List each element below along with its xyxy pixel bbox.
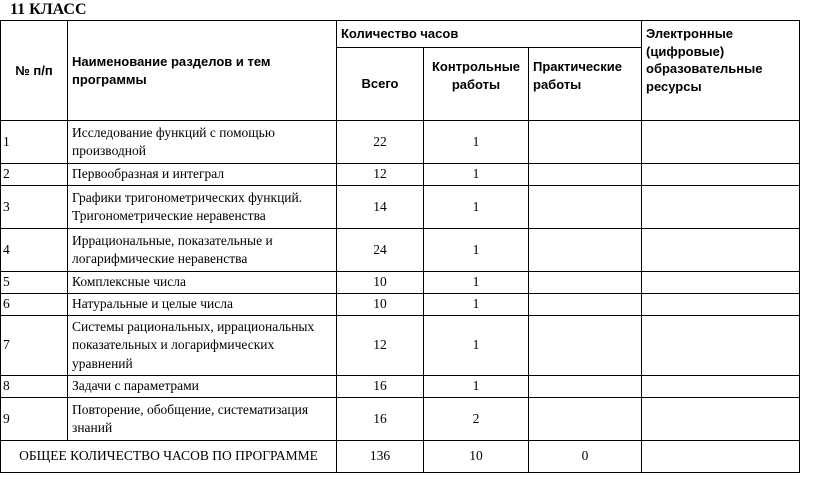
totals-practical-cell: 0 bbox=[529, 441, 642, 473]
table-row bbox=[1, 164, 800, 186]
row-control-cell: 1 bbox=[424, 376, 529, 398]
header-hours: Количество часов bbox=[337, 21, 642, 48]
row-total-cell: 14 bbox=[337, 186, 424, 229]
row-practical-cell bbox=[529, 272, 642, 294]
row-resources-cell bbox=[642, 272, 800, 294]
row-num-cell: 5 bbox=[1, 272, 68, 294]
row-num-cell: 8 bbox=[1, 376, 68, 398]
table-row bbox=[1, 121, 800, 164]
totals-control-cell: 10 bbox=[424, 441, 529, 473]
row-practical-cell bbox=[529, 186, 642, 229]
row-name-cell: Графики тригонометрических функций. Тригонометрические неравенства bbox=[68, 186, 337, 229]
totals-total-cell: 136 bbox=[337, 441, 424, 473]
header-num: № п/п bbox=[1, 21, 68, 121]
row-practical-cell bbox=[529, 121, 642, 164]
row-num-cell: 1 bbox=[1, 121, 68, 164]
row-total-cell: 12 bbox=[337, 164, 424, 186]
row-resources-cell bbox=[642, 294, 800, 316]
row-control-cell: 1 bbox=[424, 229, 529, 272]
row-total-cell: 16 bbox=[337, 376, 424, 398]
row-resources-cell bbox=[642, 186, 800, 229]
row-name-cell: Иррациональные, показательные и логарифмические неравенства bbox=[68, 229, 337, 272]
row-resources-cell bbox=[642, 121, 800, 164]
row-control-cell: 1 bbox=[424, 294, 529, 316]
row-name-cell: Задачи с параметрами bbox=[68, 376, 337, 398]
row-name-cell: Натуральные и целые числа bbox=[68, 294, 337, 316]
header-name: Наименование разделов и тем программы bbox=[68, 21, 337, 121]
row-resources-cell bbox=[642, 376, 800, 398]
header-resources: Электронные (цифровые) образовательные ресурсы bbox=[642, 21, 800, 121]
row-control-cell: 1 bbox=[424, 186, 529, 229]
row-num-cell: 9 bbox=[1, 398, 68, 441]
row-total-cell: 24 bbox=[337, 229, 424, 272]
table-row bbox=[1, 229, 800, 272]
row-resources-cell bbox=[642, 398, 800, 441]
row-practical-cell bbox=[529, 294, 642, 316]
header-practical: Практические работы bbox=[529, 48, 642, 121]
row-control-cell: 1 bbox=[424, 316, 529, 376]
row-name-cell: Повторение, обобщение, систематизация знаний bbox=[68, 398, 337, 441]
row-num-cell: 4 bbox=[1, 229, 68, 272]
table-row bbox=[1, 316, 800, 376]
row-control-cell: 1 bbox=[424, 272, 529, 294]
row-total-cell: 16 bbox=[337, 398, 424, 441]
row-control-cell: 1 bbox=[424, 121, 529, 164]
row-num-cell: 6 bbox=[1, 294, 68, 316]
row-num-cell: 2 bbox=[1, 164, 68, 186]
row-practical-cell bbox=[529, 229, 642, 272]
row-num-cell: 7 bbox=[1, 316, 68, 376]
row-name-cell: Системы рациональных, иррациональных показательных и логарифмических уравнений bbox=[68, 316, 337, 376]
row-num-cell: 3 bbox=[1, 186, 68, 229]
row-control-cell: 2 bbox=[424, 398, 529, 441]
row-control-cell: 1 bbox=[424, 164, 529, 186]
totals-label: ОБЩЕЕ КОЛИЧЕСТВО ЧАСОВ ПО ПРОГРАММЕ bbox=[1, 441, 337, 473]
row-practical-cell bbox=[529, 376, 642, 398]
row-resources-cell bbox=[642, 316, 800, 376]
table-row bbox=[1, 272, 800, 294]
row-practical-cell bbox=[529, 316, 642, 376]
table-row bbox=[1, 186, 800, 229]
table-row bbox=[1, 398, 800, 441]
row-name-cell: Комплексные числа bbox=[68, 272, 337, 294]
header-row-1 bbox=[1, 21, 800, 48]
row-name-cell: Первообразная и интеграл bbox=[68, 164, 337, 186]
row-total-cell: 10 bbox=[337, 294, 424, 316]
row-resources-cell bbox=[642, 229, 800, 272]
row-total-cell: 22 bbox=[337, 121, 424, 164]
row-practical-cell bbox=[529, 398, 642, 441]
row-total-cell: 10 bbox=[337, 272, 424, 294]
table-row bbox=[1, 294, 800, 316]
class-heading: 11 КЛАСС bbox=[10, 1, 87, 18]
header-total: Всего bbox=[337, 48, 424, 121]
row-total-cell: 12 bbox=[337, 316, 424, 376]
totals-resources-cell bbox=[642, 441, 800, 473]
header-control: Контрольные работы bbox=[424, 48, 529, 121]
row-practical-cell bbox=[529, 164, 642, 186]
row-resources-cell bbox=[642, 164, 800, 186]
row-name-cell: Исследование функций с помощью производной bbox=[68, 121, 337, 164]
table-row bbox=[1, 376, 800, 398]
curriculum-table bbox=[0, 20, 800, 473]
totals-row bbox=[1, 441, 800, 473]
